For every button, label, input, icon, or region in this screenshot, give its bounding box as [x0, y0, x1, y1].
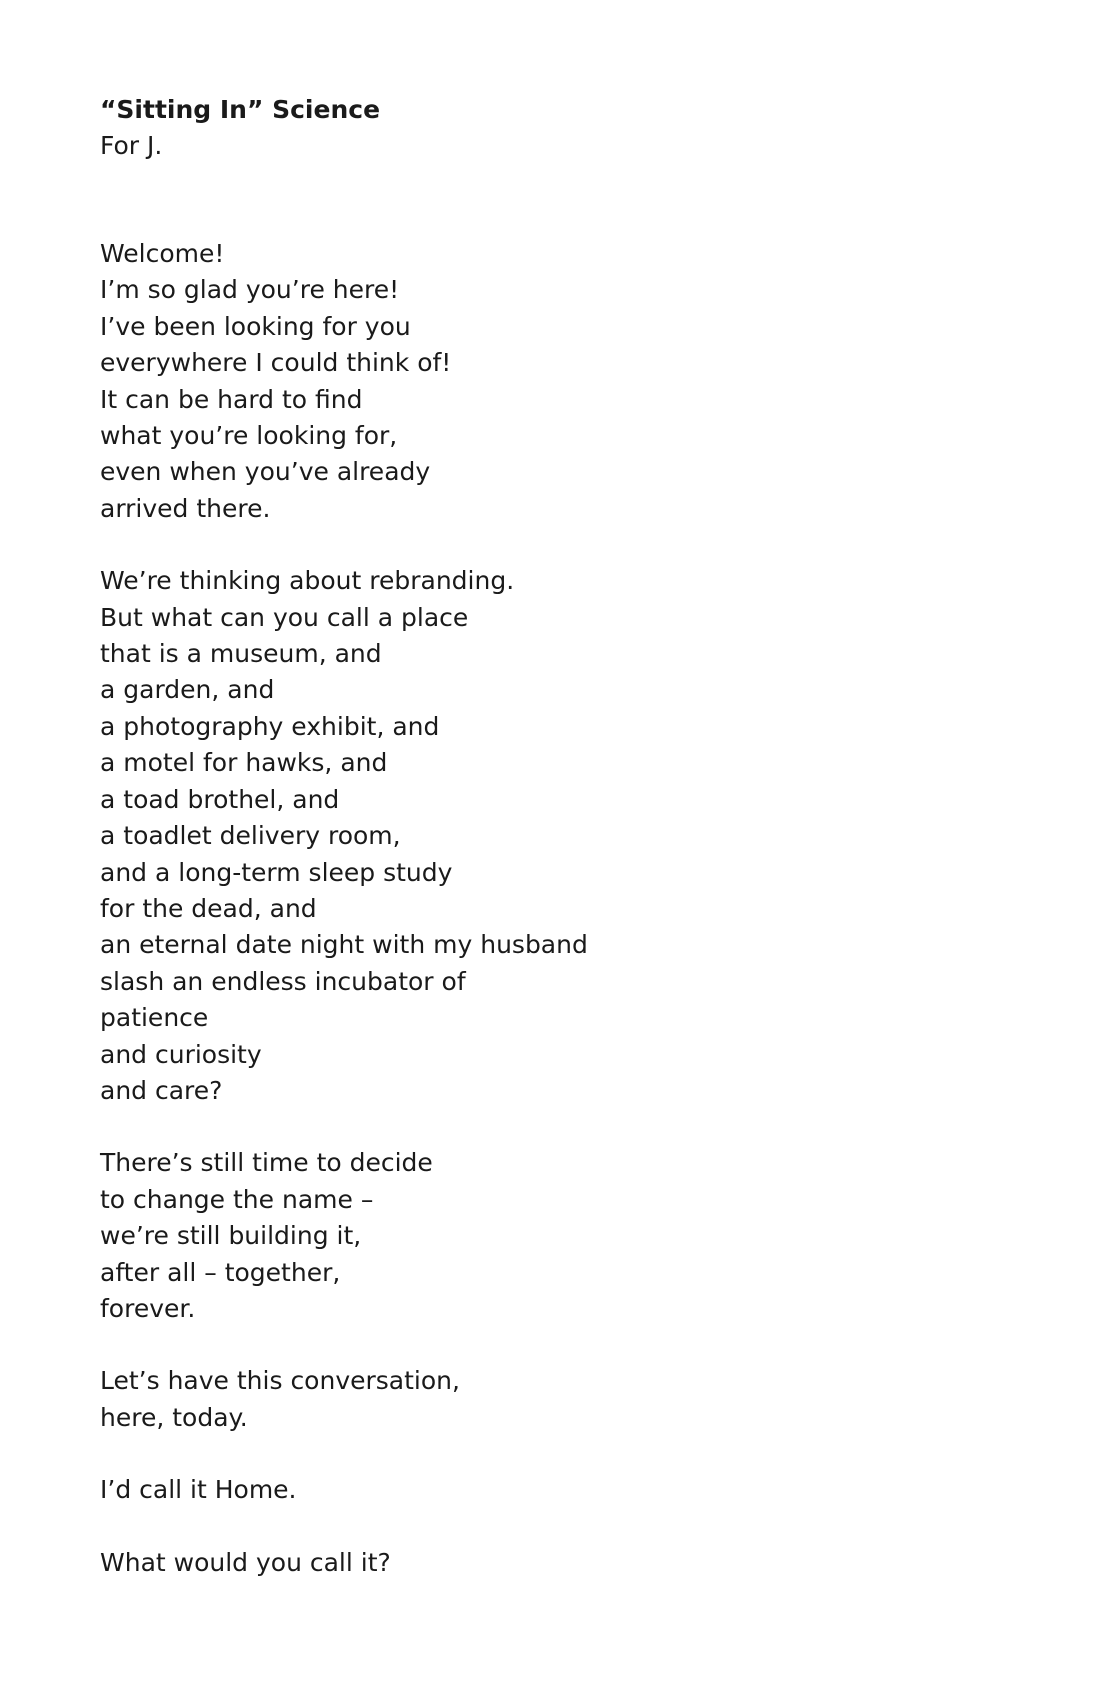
poem-line: Let’s have this conversation,: [100, 1366, 460, 1396]
poem-line: after all – together,: [100, 1257, 341, 1287]
poem-line: that is a museum, and: [100, 639, 382, 669]
poem-line: even when you’ve already: [100, 457, 431, 487]
poem-line: everywhere I could think of!: [100, 348, 452, 378]
stanza: [100, 236, 1000, 527]
poem-title: “Sitting In” Science: [100, 95, 381, 124]
poem-line: I’d call it Home.: [100, 1475, 297, 1505]
poem-line: arrived there.: [100, 493, 271, 523]
poem-line: a garden, and: [100, 675, 275, 705]
poem-line: It can be hard to find: [100, 384, 363, 414]
poem-line: a motel for hawks, and: [100, 748, 388, 778]
poem-line: a photography exhibit, and: [100, 711, 440, 741]
poem-line: What would you call it?: [100, 1547, 391, 1577]
poem-line: and a long-term sleep study: [100, 857, 453, 887]
poem-line: There’s still time to decide: [100, 1148, 433, 1178]
poem-line: I’m so glad you’re here!: [100, 275, 400, 305]
poem-line: an eternal date night with my husband: [100, 930, 588, 960]
poem-line: for the dead, and: [100, 893, 317, 923]
poem-line: I’ve been looking for you: [100, 311, 411, 341]
stanza: [100, 1145, 1000, 1327]
stanza: [100, 1545, 1000, 1581]
poem-dedication: For J.: [100, 131, 163, 160]
poem-line: a toad brothel, and: [100, 784, 340, 814]
poem-line: and curiosity: [100, 1039, 262, 1069]
poem-line: forever.: [100, 1293, 196, 1323]
stanza: [100, 1363, 1000, 1436]
poem-line: But what can you call a place: [100, 602, 469, 632]
poem-line: here, today.: [100, 1402, 248, 1432]
poem-line: a toadlet delivery room,: [100, 821, 401, 851]
poem-line: We’re thinking about rebranding.: [100, 566, 515, 596]
poem-line: we’re still building it,: [100, 1221, 362, 1251]
poem-line: what you’re looking for,: [100, 421, 398, 451]
poem-page: [100, 92, 1000, 1617]
stanza: [100, 563, 1000, 1109]
stanza: [100, 1472, 1000, 1508]
poem-line: patience: [100, 1003, 209, 1033]
poem-line: Welcome!: [100, 239, 225, 268]
poem-line: to change the name –: [100, 1184, 374, 1214]
poem-line: slash an endless incubator of: [100, 966, 466, 996]
poem-line: and care?: [100, 1075, 223, 1105]
poem-body: [100, 236, 1000, 1581]
